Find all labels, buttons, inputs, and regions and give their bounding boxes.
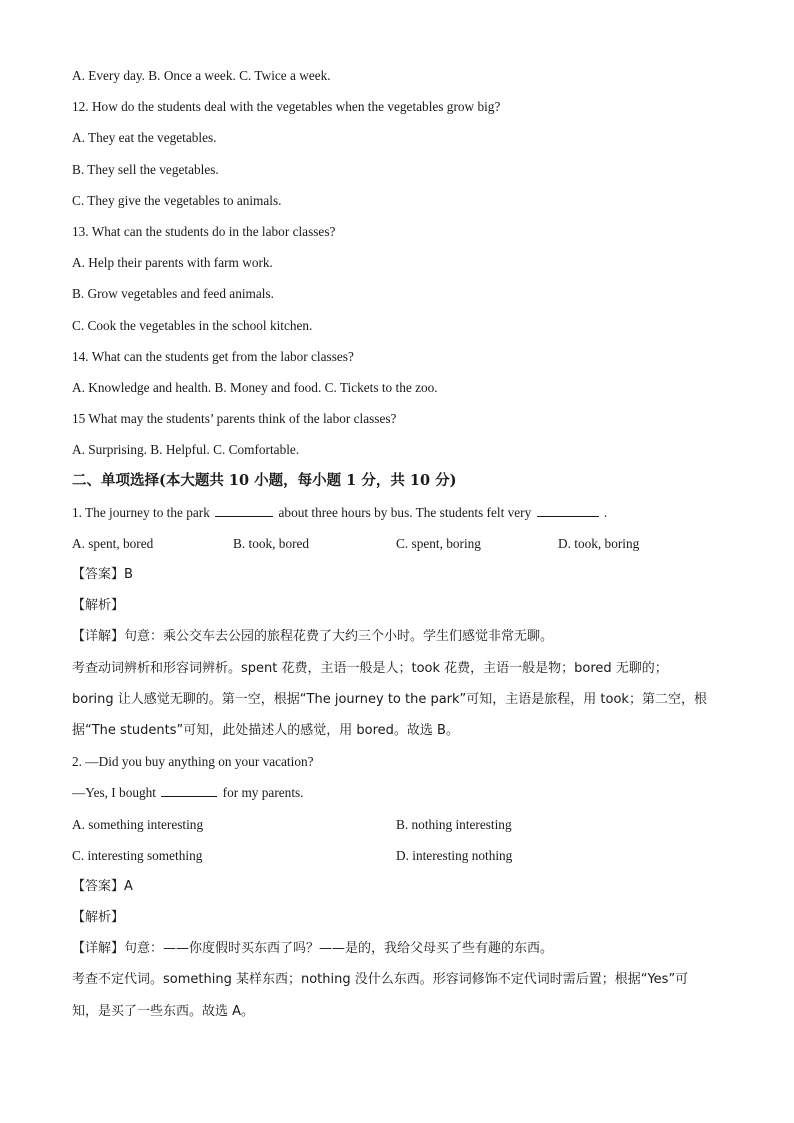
mc1-answer bbox=[72, 561, 732, 592]
q13-option-b: B. Grow vegetables and feed animals. bbox=[72, 286, 274, 302]
mc1-stem bbox=[72, 499, 732, 530]
q13-option-a: A. Help their parents with farm work. bbox=[72, 255, 273, 271]
mc2-options-row-2 bbox=[72, 842, 732, 873]
detail-label: 【详解】 bbox=[72, 629, 125, 645]
answer-blank bbox=[215, 504, 273, 517]
answer-label: 【答案】 bbox=[72, 878, 125, 894]
mc2-options-row-1 bbox=[72, 811, 732, 842]
detail-text: 句意：——你度假时买东西了吗？——是的，我给父母买了些有趣的东西。 bbox=[124, 941, 554, 957]
mc2-option-b: B. nothing interesting bbox=[396, 816, 512, 832]
q14-options: A. Knowledge and health. B. Money and food. C. Tickets to the zoo. bbox=[72, 379, 438, 395]
mc2-option-a: A. something interesting bbox=[72, 816, 204, 832]
q12-option-a: A. They eat the vegetables. bbox=[72, 130, 217, 146]
mc1-stem-part-c: . bbox=[603, 504, 608, 520]
q13-option-c: C. Cook the vegetables in the school kitchen. bbox=[72, 317, 313, 333]
mc1-stem-part-b: about three hours by bus. The students felt very bbox=[278, 504, 532, 520]
q14-stem: 14. What can the students get from the labor classes? bbox=[72, 348, 354, 364]
mc1-stem-part-a: 1. The journey to the park bbox=[72, 504, 210, 520]
mc1-detail-line-3: boring 让人感觉无聊的。第一空，根据“The journey to the park”可知，主语是旅程，用 took；第二空，根 bbox=[72, 691, 707, 707]
mc2-stem-part-b: for my parents. bbox=[222, 785, 304, 801]
mc1-detail-line-2: 考查动词辨析和形容词辨析。spent 花费，主语一般是人；took 花费，主语一般是物；bored 无聊的； bbox=[72, 660, 668, 676]
mc1-analysis-label: 【解析】 bbox=[72, 598, 125, 614]
document-page bbox=[72, 62, 732, 1029]
q11-options: A. Every day. B. Once a week. C. Twice a week. bbox=[72, 68, 331, 83]
mc1-option-c: C. spent, boring bbox=[396, 535, 481, 551]
mc2-stem-line-1: 2. —Did you buy anything on your vacation? bbox=[72, 754, 314, 770]
answer-blank bbox=[537, 504, 599, 517]
q15-options: A. Surprising. B. Helpful. C. Comfortable. bbox=[72, 442, 300, 458]
detail-label: 【详解】 bbox=[72, 941, 125, 957]
q15-stem: 15 What may the students’ parents think of the labor classes? bbox=[72, 411, 397, 427]
mc2-option-d: D. interesting nothing bbox=[396, 847, 513, 863]
q12-option-b: B. They sell the vegetables. bbox=[72, 161, 219, 177]
mc1-options bbox=[72, 530, 732, 561]
mc2-analysis-label: 【解析】 bbox=[72, 910, 125, 926]
answer-blank bbox=[161, 784, 217, 797]
q12-option-c: C. They give the vegetables to animals. bbox=[72, 192, 282, 208]
detail-text: 句意：乘公交车去公园的旅程花费了大约三个小时。学生们感觉非常无聊。 bbox=[124, 629, 554, 645]
mc2-option-c: C. interesting something bbox=[72, 847, 203, 863]
mc2-stem-part-a: —Yes, I bought bbox=[72, 785, 156, 801]
mc2-detail-line-1 bbox=[72, 935, 732, 966]
answer-value: B bbox=[124, 567, 133, 582]
mc1-option-b: B. took, bored bbox=[233, 535, 310, 551]
q12-stem: 12. How do the students deal with the vegetables when the vegetables grow big? bbox=[72, 99, 501, 115]
mc1-option-a: A. spent, bored bbox=[72, 535, 154, 551]
mc1-option-d: D. took, boring bbox=[558, 535, 640, 551]
mc1-detail-line-4: 据“The students”可知，此处描述人的感觉，用 bored。故选 B。 bbox=[72, 722, 459, 738]
q13-stem: 13. What can the students do in the labor classes? bbox=[72, 223, 336, 239]
mc2-answer bbox=[72, 873, 732, 904]
answer-label: 【答案】 bbox=[72, 567, 125, 582]
section-title: 二、单项选择(本大题共 10 小题，每小题 1 分，共 10 分) bbox=[72, 472, 457, 490]
mc1-detail-line-1 bbox=[72, 623, 732, 654]
mc2-stem-line-2 bbox=[72, 779, 732, 810]
answer-value: A bbox=[124, 878, 133, 894]
mc2-detail-line-2: 考查不定代词。something 某样东西；nothing 没什么东西。形容词修饰不定代词时需后置；根据“Yes”可 bbox=[72, 972, 689, 988]
mc2-detail-line-3: 知，是买了一些东西。故选 A。 bbox=[72, 1003, 255, 1019]
